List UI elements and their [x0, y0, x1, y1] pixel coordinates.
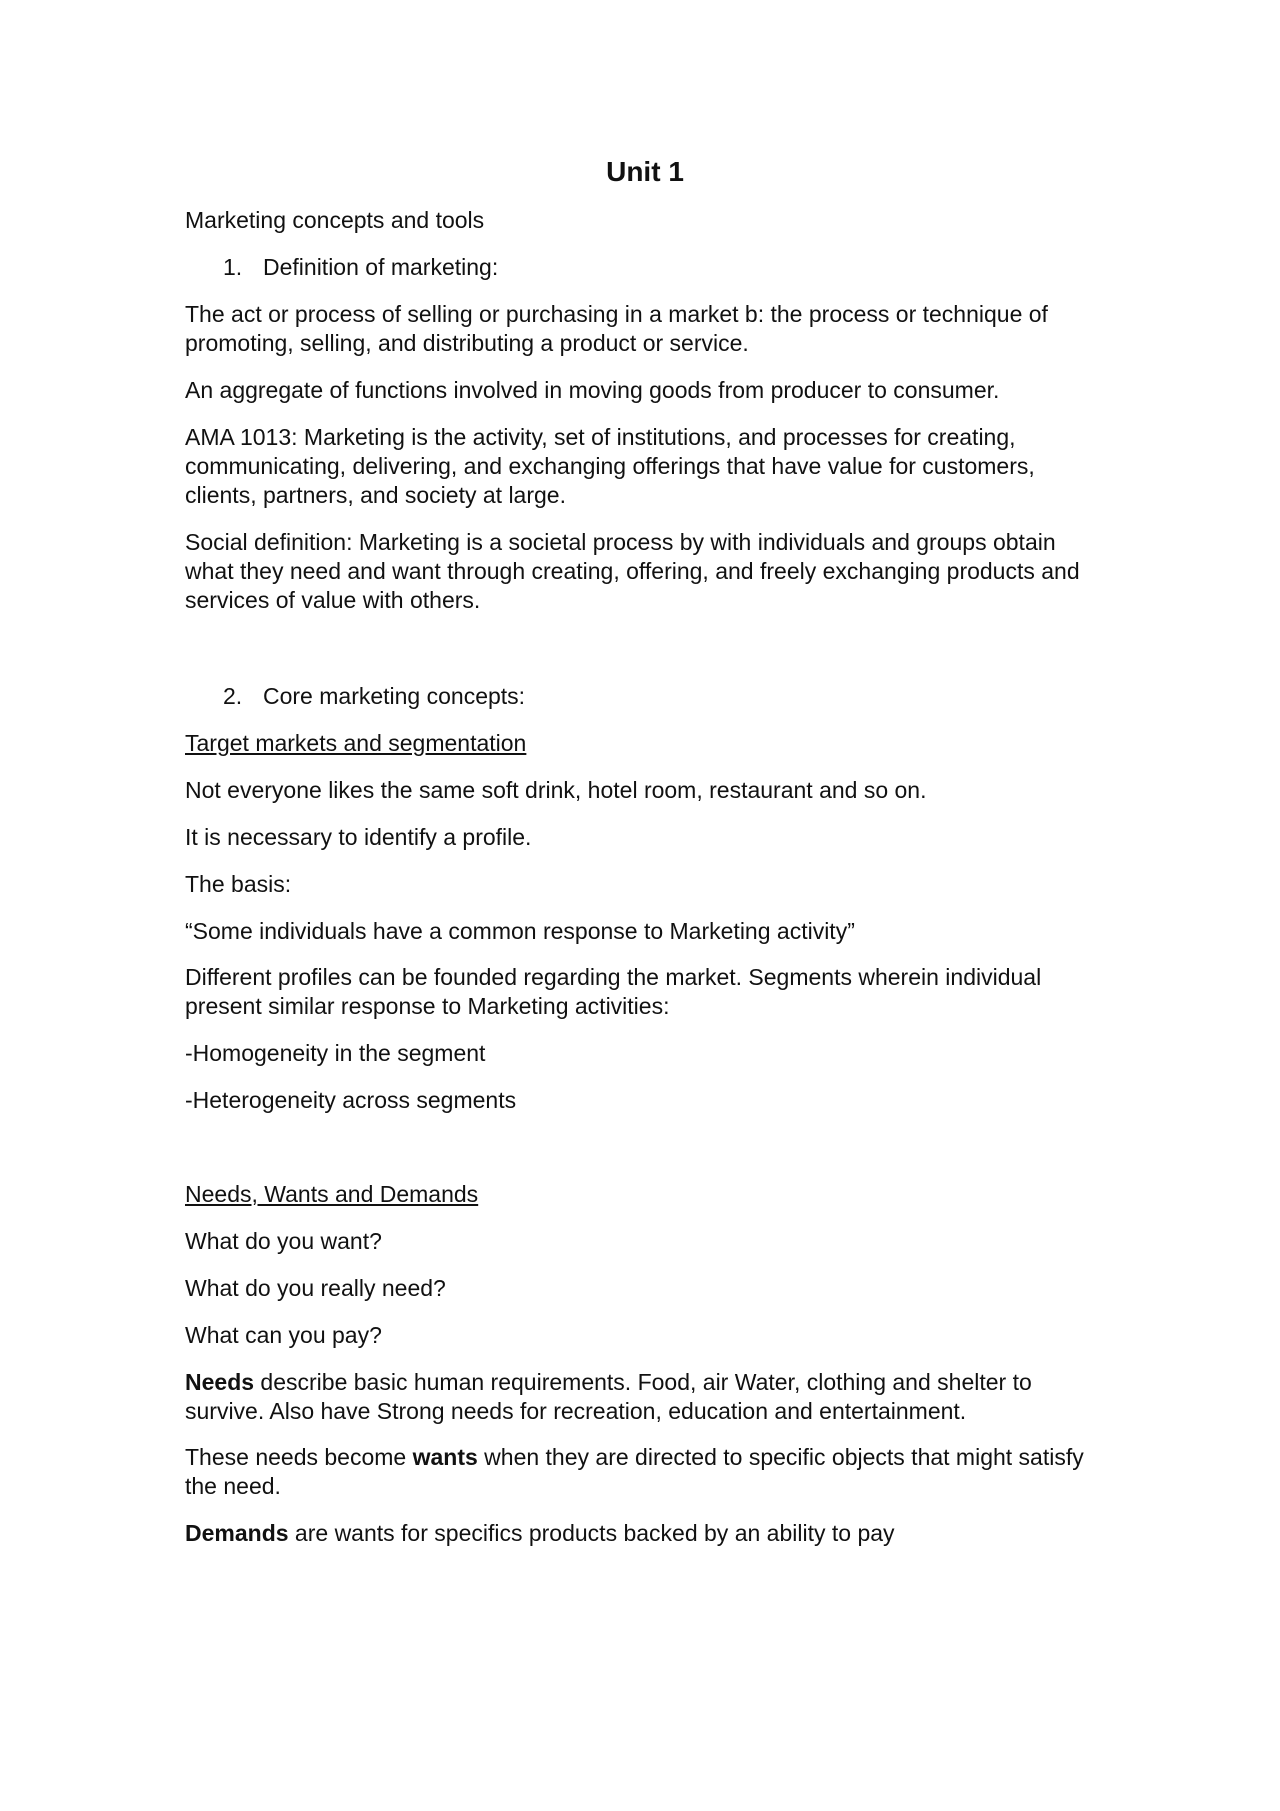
needs-text: describe basic human requirements. Food, air Water, clothing and shelter to survive. Also have Strong needs for recreation, education and entertainment. [185, 1369, 1032, 1424]
page-title: Unit 1 [606, 156, 684, 187]
list-heading: Core marketing concepts: [263, 683, 526, 709]
list-heading: Definition of marketing: [263, 254, 499, 280]
heading-target-markets: Target markets and segmentation [185, 730, 527, 756]
paragraph-definition-2: An aggregate of functions involved in moving goods from producer to consumer. [185, 377, 1000, 403]
paragraph-target-quote: “Some individuals have a common response to Marketing activity” [185, 918, 855, 944]
question-want: What do you want? [185, 1228, 382, 1254]
list-number: 2. [223, 683, 243, 709]
paragraph-heterogeneity: -Heterogeneity across segments [185, 1087, 517, 1113]
paragraph-needs [185, 1368, 1095, 1426]
paragraph-definition-social: Social definition: Marketing is a societal process by with individuals and groups obtain what they need and want through creating, offering, and freely exchanging products and services of value with others. [185, 529, 1080, 613]
heading-needs-wants-demands: Needs, Wants and Demands [185, 1181, 479, 1207]
paragraph-wants [185, 1443, 1095, 1501]
paragraph-target-2: It is necessary to identify a profile. [185, 824, 532, 850]
paragraph-definition-ama: AMA 1013: Marketing is the activity, set of institutions, and processes for creating, communicating, delivering, and exchanging offerings that have value for customers, clients, partners, and society at large. [185, 424, 1035, 508]
question-pay: What can you pay? [185, 1322, 382, 1348]
term-needs: Needs [185, 1369, 255, 1395]
paragraph-target-1: Not everyone likes the same soft drink, hotel room, restaurant and so on. [185, 777, 927, 803]
list-number: 1. [223, 254, 243, 280]
subtitle: Marketing concepts and tools [185, 207, 485, 233]
list-item-core-concepts [223, 682, 525, 711]
demands-text: are wants for specifics products backed by an ability to pay [288, 1520, 895, 1546]
list-item-definition [223, 253, 498, 282]
term-demands: Demands [185, 1520, 289, 1546]
paragraph-demands [185, 1519, 1095, 1548]
wants-text-before: These needs become [185, 1444, 413, 1470]
paragraph-homogeneity: -Homogeneity in the segment [185, 1040, 486, 1066]
question-need: What do you really need? [185, 1275, 446, 1301]
term-wants: wants [412, 1444, 478, 1470]
wants-text-after: when they are directed to specific objects that might satisfy the need. [185, 1444, 1084, 1499]
paragraph-target-3: The basis: [185, 871, 292, 897]
paragraph-definition-1: The act or process of selling or purchasing in a market b: the process or technique of promoting, selling, and distributing a product or service. [185, 301, 1048, 356]
paragraph-target-profiles: Different profiles can be founded regarding the market. Segments wherein individual present similar response to Marketing activities: [185, 964, 1042, 1019]
